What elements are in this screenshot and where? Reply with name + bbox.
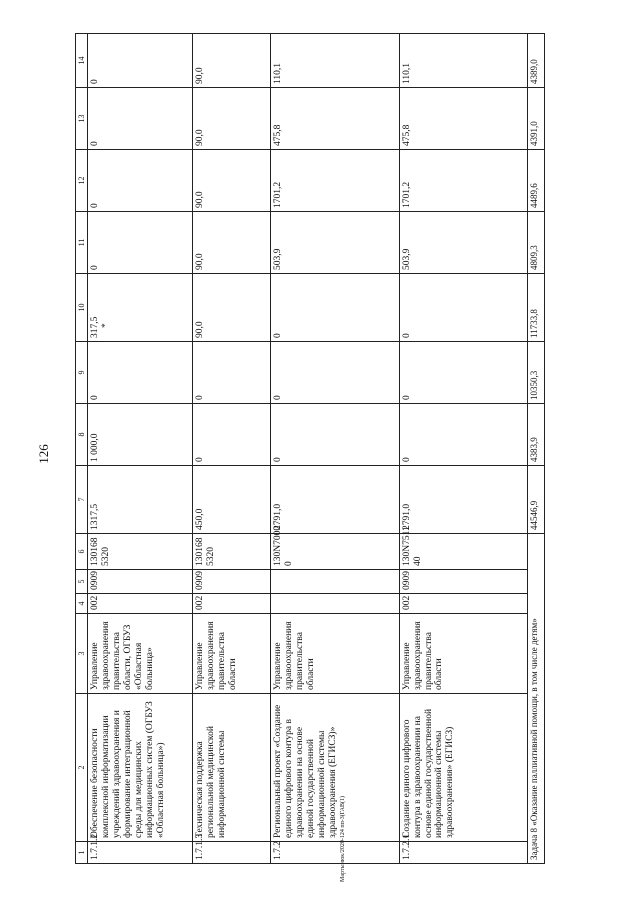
value-cell: 0 — [192, 404, 270, 466]
value-cell: 1 000,0 — [88, 404, 193, 466]
total-value: 4391,0 — [528, 88, 545, 150]
activity-name: Техническая поддержка региональной медицинской информационной системы — [192, 694, 270, 842]
total-value: 4389,0 — [528, 34, 545, 88]
task-label: Задача 8 «Оказание паллиативной помощи, в том числе детям» — [528, 534, 545, 864]
code-cell: 130N7511 40 — [399, 534, 528, 570]
value-cell: 2791,0 — [270, 466, 399, 534]
value-cell: 90,0 — [192, 34, 270, 88]
executor: Управление здравоохранения правительства области — [270, 614, 399, 694]
activity-name: Обеспечение безопасности комплексной информатизации учреждений здравоохранения и формирование интеграционной среды для медицинских информационных систем (ОГБУЗ «Областная больница») — [88, 694, 193, 842]
value-cell: 0 — [88, 150, 193, 212]
table-row — [399, 34, 528, 864]
value-cell: 0 — [399, 404, 528, 466]
value-cell: 2791,0 — [399, 466, 528, 534]
value-cell: 503,9 — [270, 212, 399, 274]
value-text: 317,5 — [90, 316, 101, 338]
value-cell: 0 — [270, 404, 399, 466]
executor: Управление здравоохранения правительства области — [192, 614, 270, 694]
header-cell: 11 — [76, 212, 88, 274]
code-cell: 0909 — [192, 570, 270, 594]
header-row — [76, 34, 88, 864]
activity-name: Создание единого цифрового контура в здравоохранении на основе единой государственной информационной системы здравоохранения» (ЕГИСЗ) — [399, 694, 528, 842]
value-cell: 450,0 — [192, 466, 270, 534]
value-cell — [88, 274, 193, 342]
table-row — [192, 34, 270, 864]
header-cell: 12 — [76, 150, 88, 212]
header-cell: 5 — [76, 570, 88, 594]
value-cell: 475,8 — [399, 88, 528, 150]
table-row — [88, 34, 193, 864]
value-cell: 0 — [270, 342, 399, 404]
rotated-table-area — [75, 34, 545, 864]
row-number: 1.7.1.3 — [192, 842, 270, 864]
value-cell: 0 — [88, 88, 193, 150]
header-cell: 3 — [76, 614, 88, 694]
header-cell: 10 — [76, 274, 88, 342]
value-cell: 475,8 — [270, 88, 399, 150]
value-cell: 90,0 — [192, 150, 270, 212]
value-cell: 0 — [399, 342, 528, 404]
executor: Управление здравоохранения правительства области — [399, 614, 528, 694]
value-cell: 110,1 — [399, 34, 528, 88]
value-cell: 0 — [270, 274, 399, 342]
value-cell: 0 — [192, 342, 270, 404]
header-cell: 8 — [76, 404, 88, 466]
total-value: 44546,9 — [528, 466, 545, 534]
header-cell: 14 — [76, 34, 88, 88]
task-total-row — [528, 34, 545, 864]
code-cell: 002 — [192, 594, 270, 614]
code-cell — [270, 594, 399, 614]
value-cell: 110,1 — [270, 34, 399, 88]
header-cell: 13 — [76, 88, 88, 150]
activity-name: Региональный проект «Создание единого цифрового контура в здравоохранении на основе единой государственной информационной системы здравоохранения (ЕГИСЗ)» — [270, 694, 399, 842]
budget-table — [75, 33, 545, 864]
table-wrapper — [75, 34, 545, 864]
page-number: 126 — [35, 444, 51, 464]
footer-code: Мартынюк/2020-124 пп-3(ГАВ(1) — [339, 796, 346, 882]
header-cell: 9 — [76, 342, 88, 404]
value-cell: 1701,2 — [270, 150, 399, 212]
value-cell: 90,0 — [192, 212, 270, 274]
total-value: 10350,3 — [528, 342, 545, 404]
value-cell: 0 — [88, 342, 193, 404]
executor: Управление здравоохранения правительства области, ОГБУЗ «Областная больница» — [88, 614, 193, 694]
code-cell — [270, 570, 399, 594]
total-value: 11733,8 — [528, 274, 545, 342]
code-cell: 002 — [88, 594, 193, 614]
row-number: 1.7.1.2 — [88, 842, 193, 864]
value-cell: 503,9 — [399, 212, 528, 274]
header-cell: 6 — [76, 534, 88, 570]
code-cell: 0909 — [88, 570, 193, 594]
value-cell: 90,0 — [192, 88, 270, 150]
code-cell: 0909 — [399, 570, 528, 594]
footnote-mark: * — [101, 323, 112, 328]
total-value: 4383,9 — [528, 404, 545, 466]
row-number: 1.7.2.1 — [399, 842, 528, 864]
header-cell: 4 — [76, 594, 88, 614]
value-cell: 1701,2 — [399, 150, 528, 212]
row-number: 1.7.2 — [270, 842, 399, 864]
value-cell: 90,0 — [192, 274, 270, 342]
value-cell: 0 — [88, 34, 193, 88]
value-cell: 0 — [399, 274, 528, 342]
header-cell: 7 — [76, 466, 88, 534]
value-cell: 0 — [88, 212, 193, 274]
value-cell: 1317,5 — [88, 466, 193, 534]
header-cell: 2 — [76, 694, 88, 842]
total-value: 4809,3 — [528, 212, 545, 274]
code-cell: 130168 5320 — [88, 534, 193, 570]
code-cell: 130N7000 0 — [270, 534, 399, 570]
code-cell: 002 — [399, 594, 528, 614]
code-cell: 130168 5320 — [192, 534, 270, 570]
header-cell: 1 — [76, 842, 88, 864]
table-row — [270, 34, 399, 864]
total-value: 4489,6 — [528, 150, 545, 212]
